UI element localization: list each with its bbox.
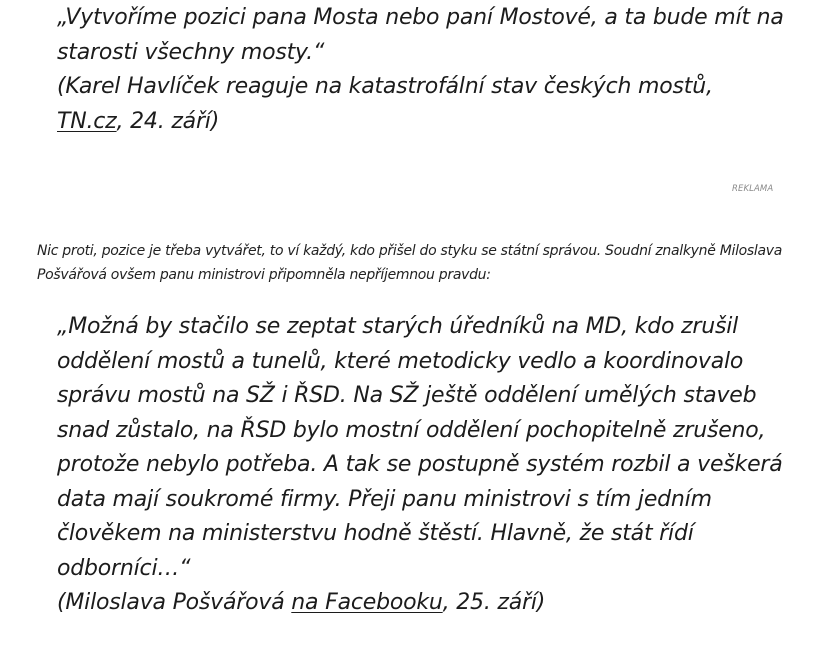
quote-text: „Možná by stačilo se zeptat starých úředníků na MD, kdo zrušil oddělení mostů a tunelů, které metodicky vedlo a koordinovalo správu mostů na SŽ i ŘSD. Na SŽ ještě oddělení umělých staveb snad zůstalo, na ŘSD bylo mostní oddělení pochopitelně zrušeno, protože nebylo potřeba. A tak se postupně systém rozbil a veškerá data mají soukromé firmy. Přeji panu ministrovi s tím jedním člověkem na ministerstvu hodně štěstí. Hlavně, že stát řídí odborníci…“ <box>57 314 783 581</box>
article-paragraph: Nic proti, pozice je třeba vytvářet, to ví každý, kdo přišel do styku se státní správou. Soudní znalkyně Miloslava Pošvářová ovšem panu ministrovi připomněla nepříjemnou pravdu: <box>37 243 783 283</box>
quote-havlicek <box>57 1 817 139</box>
attribution-suffix: , 25. září) <box>442 590 546 615</box>
attribution-prefix: (Karel Havlíček reaguje na katastrofální stav českých mostů, <box>57 74 713 99</box>
facebook-link[interactable]: na Facebooku <box>291 590 443 615</box>
quote-attribution <box>57 70 817 139</box>
quote-text: „Vytvoříme pozici pana Mosta nebo paní Mostové, a ta bude mít na starosti všechny mosty.“ <box>57 5 784 65</box>
quote-posvarova <box>57 310 787 621</box>
attribution-prefix: (Miloslava Pošvářová <box>57 590 292 615</box>
advertisement-label: REKLAMA <box>732 184 774 194</box>
attribution-suffix: , 24. září) <box>116 108 220 134</box>
quote-attribution <box>57 586 787 621</box>
tn-cz-link[interactable]: TN.cz <box>57 108 117 134</box>
